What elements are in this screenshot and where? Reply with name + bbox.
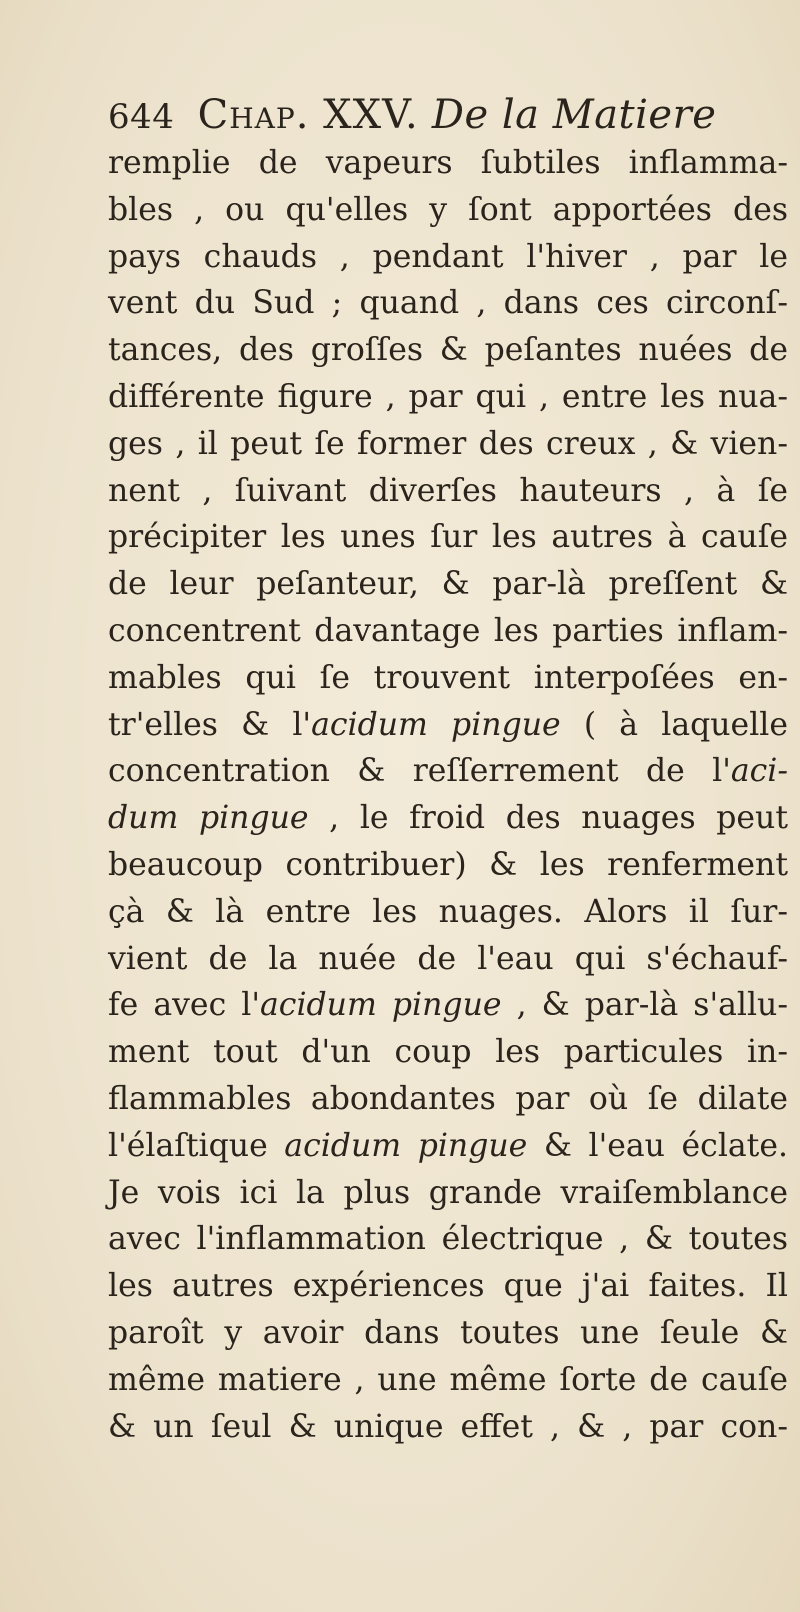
text-line (108, 327, 788, 374)
italic-phrase: acidum pingue (311, 706, 561, 743)
chapter-title: De la Matiere (431, 92, 717, 138)
text-segment: concentration & reſſerrement de l' (108, 753, 731, 790)
text-segment: ges , il peut ſe former des creux , & vien- (108, 425, 788, 462)
page-number: 644 (108, 97, 175, 137)
text-segment: tances, des groſſes & peſantes nuées de (108, 332, 788, 369)
text-segment: ment tout d'un coup les particules in- (108, 1034, 788, 1071)
text-segment: beaucoup contribuer) & les renferment (108, 846, 788, 883)
text-segment: mables qui ſe trouvent interpoſées en- (108, 659, 788, 696)
text-line (108, 280, 788, 327)
text-segment: , & par-là s'allu- (501, 987, 788, 1024)
text-line (108, 374, 788, 421)
italic-phrase: acidum pingue (284, 1127, 528, 1164)
text-line (108, 1310, 788, 1357)
text-segment: , le froid des nuages peut (308, 800, 788, 837)
text-line (108, 234, 788, 281)
text-line (108, 1029, 788, 1076)
text-segment: différente figure , par qui , entre les nua- (108, 378, 788, 415)
text-segment: précipiter les unes ſur les autres à cauſe (108, 519, 788, 556)
text-segment: paroît y avoir dans toutes une ſeule & (108, 1314, 788, 1351)
italic-phrase: acidum pingue (260, 987, 502, 1024)
text-segment: pays chauds , pendant l'hiver , par le (108, 238, 788, 275)
text-segment: avec l'inflammation électrique , & toutes (108, 1221, 788, 1258)
text-line (108, 702, 788, 749)
text-line (108, 1076, 788, 1123)
text-segment: flammables abondantes par où ſe dilate (108, 1080, 788, 1117)
text-line (108, 982, 788, 1029)
text-line (108, 1216, 788, 1263)
text-line (108, 468, 788, 515)
text-segment: nent , ſuivant diverſes hauteurs , à ſe (108, 472, 788, 509)
text-segment: tr'elles & l' (108, 706, 312, 743)
text-segment: remplie de vapeurs ſubtiles inflamma- (108, 145, 788, 181)
text-segment: çà & là entre les nuages. Alors il ſur- (108, 893, 788, 930)
text-line (108, 795, 788, 842)
text-line (108, 561, 788, 608)
text-line (108, 421, 788, 468)
text-segment: & un ſeul & unique effet , & , par con- (108, 1408, 788, 1445)
text-segment: fe avec l' (108, 987, 261, 1024)
text-line (108, 1123, 788, 1170)
text-line (108, 187, 788, 234)
text-line (108, 1170, 788, 1217)
text-line (108, 655, 788, 702)
text-segment: de leur peſanteur, & par-là preſſent & (108, 566, 788, 603)
text-line (108, 889, 788, 936)
chapter-label: Chap. XXV. (197, 92, 419, 138)
text-line (108, 1404, 788, 1451)
running-head (108, 92, 716, 138)
text-line (108, 608, 788, 655)
text-segment: & l'eau éclate. (527, 1127, 788, 1164)
text-segment: concentrent davantage les parties inflam- (108, 612, 788, 649)
italic-phrase: aci- (730, 753, 788, 790)
text-line (108, 1263, 788, 1310)
text-segment: même matiere , une même ſorte de cauſe (108, 1361, 788, 1398)
text-line (108, 748, 788, 795)
text-line (108, 140, 788, 187)
text-line (108, 514, 788, 561)
text-segment: bles , ou qu'elles y ſont apportées des (108, 191, 788, 228)
text-line (108, 1357, 788, 1404)
text-line (108, 842, 788, 889)
text-segment: vient de la nuée de l'eau qui s'échauf- (108, 940, 788, 977)
text-segment: les autres expériences que j'ai faites. Il (108, 1268, 788, 1305)
body-text (108, 140, 788, 1450)
italic-phrase: dum pingue (108, 800, 309, 837)
text-line (108, 936, 788, 983)
text-segment: vent du Sud ; quand , dans ces circonſ- (108, 285, 788, 322)
text-segment: ( à laquelle (560, 706, 788, 743)
text-segment: l'élaſtique (108, 1127, 285, 1164)
text-segment: Je vois ici la plus grande vraiſemblance (108, 1174, 788, 1211)
